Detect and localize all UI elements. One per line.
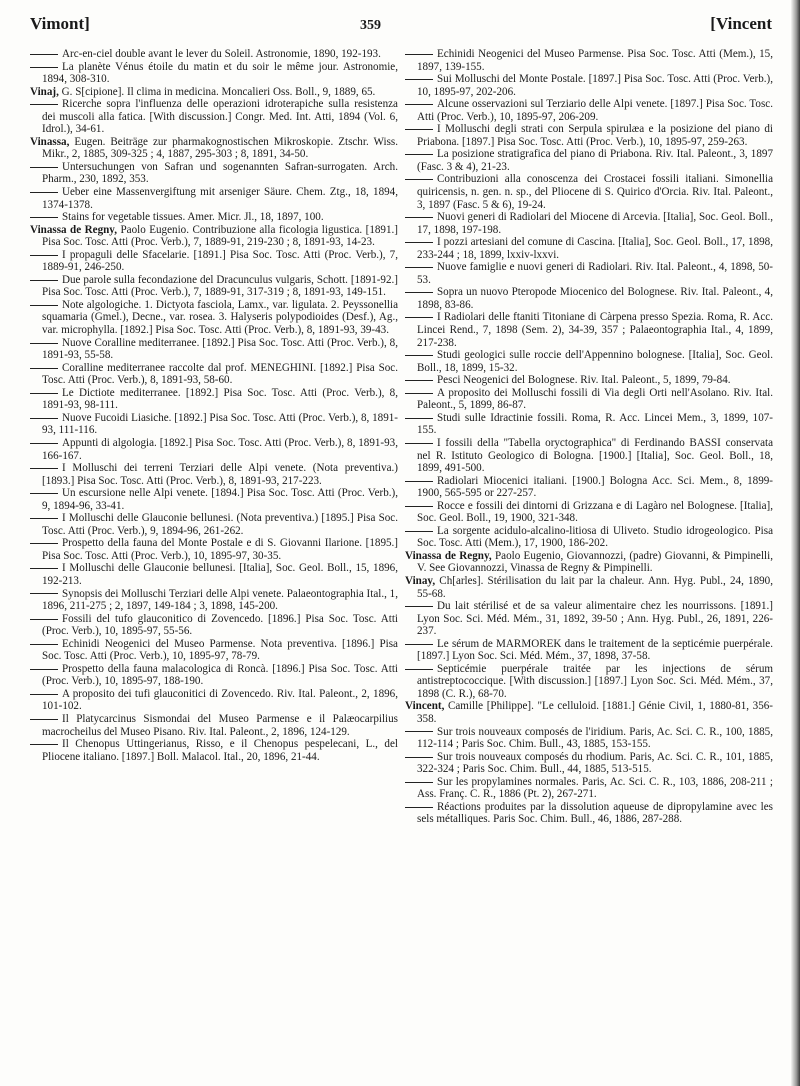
repeat-author-dash [30,343,58,344]
repeat-author-dash [30,305,58,306]
entry-text: Il Platycarcinus Sismondai del Museo Parmense e il Palæocarpilius macrocheilus del Museo Pisano. Riv. Ital. Paleont., 2, 1896, 124-129. [42,712,398,738]
repeat-author-dash [30,167,58,168]
bibliography-entry [405,600,773,638]
entry-text: Le Dictiote mediterranee. [1892.] Pisa Soc. Tosc. Atti (Proc. Verb.), 8, 1891-93, 98-111. [42,386,398,412]
bibliography-entry [405,700,773,725]
header-right-name: [Vincent [710,14,772,33]
entry-text: Fossili del tufo glauconitico di Zovencedo. [1896.] Pisa Soc. Tosc. Atti (Proc. Verb.), 10, 1895-97, 55-56. [42,612,398,638]
bibliography-entry [30,738,398,763]
bibliography-entry [30,161,398,186]
entry-text: I Molluschi degli strati con Serpula spirulæa e la posizione del piano di Priabona. [1897.] Pisa Soc. Tosc. Atti (Proc. Verb.), 10, 1895-97, 259-263. [417,123,773,148]
repeat-author-dash [405,292,433,293]
bibliography-entry [405,500,773,525]
entry-text: La sorgente acidulo-alcalino-litiosa di Uliveto. Studio idrogeologico. Pisa Soc. Tosc. Atti (Mem.), 17, 1900, 186-202. [417,524,773,550]
repeat-author-dash [30,368,58,369]
author-name: Vinassa de Regny, [405,549,492,562]
bibliography-entry [30,274,398,299]
repeat-author-dash [30,393,58,394]
bibliography-entry [30,437,398,462]
bibliography-entry [30,663,398,688]
bibliography-entry [405,387,773,412]
page-number: 359 [360,18,381,33]
entry-text: Studi sulle Idractinie fossili. Roma, R. Acc. Lincei Mem., 3, 1899, 107-155. [417,411,773,437]
entry-text: Untersuchungen von Safran und sogenannten Safran-surrogaten. Arch. Pharm., 230, 1892, 353. [42,160,398,186]
entry-text: G. S[cipione]. Il clima in medicina. Moncalieri Oss. Boll., 9, 1889, 65. [61,85,376,98]
entry-text: Il Chenopus Uttingerianus, Risso, e il Chenopus pespelecani, L., del Pliocene italiano. [1897.] Boll. Malacol. Ital., 20, 1896, 21-44. [42,738,398,763]
entry-text: Ueber eine Massenvergiftung mit arseniger Säure. Chem. Ztg., 18, 1894, 1374-1378. [42,186,398,211]
bibliography-entry [30,211,398,224]
entry-text: Ricerche sopra l'influenza delle operazioni idroterapiche sulla resistenza dei muscoli alla fatica. [With discussion.] Congr. Med. Int. Atti, 1894 (Vol. 6, Idrol.), 34-61. [42,98,398,136]
bibliography-entry [30,98,398,136]
author-name: Vinay, [405,574,436,587]
entry-text: Alcune osservazioni sul Terziario delle Alpi venete. [1897.] Pisa Soc. Tosc. Atti (Proc. Verb.), 10, 1895-97, 206-209. [417,98,773,123]
bibliography-entry [405,173,773,211]
bibliography-entry [405,236,773,261]
bibliography-entry [405,211,773,236]
repeat-author-dash [30,493,58,494]
entry-text: Echinidi Neogenici del Museo Parmense. Pisa Soc. Tosc. Atti (Mem.), 15, 1897, 139-155. [417,48,773,73]
author-name: Vinassa, [30,135,70,148]
repeat-author-dash [405,531,433,532]
repeat-author-dash [30,619,58,620]
repeat-author-dash [405,506,433,507]
bibliography-entry [405,73,773,98]
entry-text: I Molluschi dei terreni Terziari delle Alpi venete. (Nota preventiva.) [1893.] Pisa Soc. Tosc. Atti (Proc. Verb.), 8, 1891-93, 217-223. [42,462,398,487]
bibliography-entry [30,337,398,362]
bibliography-entry [405,575,773,600]
entry-text: Réactions produites par la dissolution aqueuse de dipropylamine avec les sels métalliques. Paris Soc. Chim. Bull., 46, 1886, 287-288. [417,800,773,826]
entry-text: I fossili della "Tabella oryctographica" di Ferdinando BASSI conservata nel R. Istituto Geologico di Bologna. [1900.] [Italia], Soc. Geol. Boll., 18, 1899, 491-500. [417,436,773,475]
repeat-author-dash [405,481,433,482]
left-column [30,48,398,763]
entry-text: Nuove famiglie e nuovi generi di Radiolari. Riv. Ital. Paleont., 4, 1898, 50-53. [417,261,773,286]
repeat-author-dash [405,267,433,268]
repeat-author-dash [405,606,433,607]
entry-text: Nuove Fucoidi Liasiche. [1892.] Pisa Soc. Tosc. Atti (Proc. Verb.), 8, 1891-93, 111-116. [42,411,398,437]
bibliography-entry [30,186,398,211]
repeat-author-dash [405,217,433,218]
entry-text: Pesci Neogenici del Bolognese. Riv. Ital. Paleont., 5, 1899, 79-84. [437,374,731,387]
entry-text: Paolo Eugenio. Contribuzione alla ficologia ligustica. [1891.] Pisa Soc. Tosc. Atti (Proc. Verb.), 7, 1889-91, 219-230 ; 8, 1891-93, 14-23. [42,223,398,249]
bibliography-entry [405,374,773,387]
repeat-author-dash [405,54,433,55]
bibliography-entry [405,475,773,500]
repeat-author-dash [405,179,433,180]
header-left-name: Vimont] [30,14,90,33]
repeat-author-dash [30,280,58,281]
bibliography-entry [30,487,398,512]
entry-text: Prospetto della fauna malacologica di Roncà. [1896.] Pisa Soc. Tosc. Atti (Proc. Verb.), 10, 1895-97, 188-190. [42,662,398,688]
repeat-author-dash [405,380,433,381]
repeat-author-dash [30,669,58,670]
repeat-author-dash [30,192,58,193]
entry-text: Paolo Eugenio, Giovannozzi, (padre) Giovanni, & Pimpinelli, V. See Giovannozzi, Vinassa de Regny & Pimpinelli. [417,549,773,575]
repeat-author-dash [405,443,433,444]
repeat-author-dash [30,593,58,594]
author-name: Vincent, [405,700,445,713]
entry-text: Ch[arles]. Stérilisation du lait par la chaleur. Ann. Hyg. Publ., 24, 1890, 55-68. [417,574,774,600]
bibliography-entry [405,726,773,751]
entry-text: Contribuzioni alla conoscenza dei Crostacei fossili italiani. Simonellia quiricensis, n. gen. n. sp., del Pliocene di S. Quirico d'Orcia. Riv. Ital. Paleont., 3, 1897 (Fasc. 5 & 6), 19-24. [417,173,773,211]
entry-text: Note algologiche. 1. Dictyota fasciola, Lamx., var. ligulata. 2. Peyssonellia squamaria (Gmel.), Decne., var. rosea. 3. Halyseris polypodioides (Desf.), Ag., var. microphylla. [1892.] Pisa Soc. Tosc. Atti (Proc. Verb.), 8, 1891-93, 39-43. [42,298,398,337]
repeat-author-dash [30,418,58,419]
entry-text: Echinidi Neogenici del Museo Parmense. Nota preventiva. [1896.] Pisa Soc. Tosc. Atti (Proc. Verb.), 10, 1895-97, 78-79. [42,637,398,663]
repeat-author-dash [405,644,433,645]
bibliography-entry [30,462,398,487]
repeat-author-dash [30,443,58,444]
author-name: Vinaj, [30,85,59,98]
bibliography-entry [405,412,773,437]
bibliography-entry [405,776,773,801]
bibliography-entry [30,136,398,161]
entry-text: Nuove Coralline mediterranee. [1892.] Pisa Soc. Tosc. Atti (Proc. Verb.), 8, 1891-93, 55-58. [42,336,398,362]
entry-text: I Molluschi delle Glauconie bellunesi. [Italia], Soc. Geol. Boll., 15, 1896, 192-213. [42,562,398,587]
entry-text: Sur les propylamines normales. Paris, Ac. Sci. C. R., 103, 1886, 208-211 ; Ass. Franç. C. R., 1886 (Pt. 2), 267-271. [417,775,773,801]
repeat-author-dash [405,782,433,783]
repeat-author-dash [405,317,433,318]
repeat-author-dash [405,731,433,732]
bibliography-entry [405,550,773,575]
entry-text: La posizione stratigrafica del piano di Priabona. Riv. Ital. Paleont., 3, 1897 (Fasc. 3 & 4), 21-23. [417,148,773,173]
repeat-author-dash [30,67,58,68]
bibliography-entry [405,349,773,374]
repeat-author-dash [30,568,58,569]
entry-text: Prospetto della fauna del Monte Postale e di S. Giovanni Ilarione. [1895.] Pisa Soc. Tosc. Atti (Proc. Verb.), 10, 1895-97, 30-35. [42,537,398,562]
repeat-author-dash [30,255,58,256]
entry-text: I pozzi artesiani del comune di Cascina. [Italia], Soc. Geol. Boll., 17, 1898, 233-244 ; 18, 1899, lxxiv-lxxvi. [417,236,773,261]
repeat-author-dash [405,807,433,808]
entry-text: Sur trois nouveaux composés du rhodium. Paris, Ac. Sci. C. R., 101, 1885, 322-324 ; Paris Soc. Chim. Bull., 44, 1885, 513-515. [417,750,773,776]
entry-text: Sui Molluschi del Monte Postale. [1897.] Pisa Soc. Tosc. Atti (Proc. Verb.), 10, 1895-97, 202-206. [417,73,773,98]
entry-text: Studi geologici sulle roccie dell'Appennino bolognese. [Italia], Soc. Geol. Boll., 18, 1899, 15-32. [417,349,773,374]
bibliography-entry [405,751,773,776]
bibliography-entry [30,249,398,274]
bibliography-entry [405,437,773,475]
bibliography-entry [30,638,398,663]
repeat-author-dash [405,79,433,80]
repeat-author-dash [30,744,58,745]
right-column [405,48,773,826]
repeat-author-dash [30,694,58,695]
entry-text: A proposito dei Molluschi fossili di Via degli Orti nell'Asolano. Riv. Ital. Paleont., 5, 1899, 86-87. [417,386,773,412]
entry-text: Le sérum de MARMOREK dans le traitement de la septicémie puerpérale. [1897.] Lyon Soc. Sci. Méd. Mém., 37, 1898, 37-58. [417,637,773,663]
entry-text: Appunti di algologia. [1892.] Pisa Soc. Tosc. Atti (Proc. Verb.), 8, 1891-93, 166-167. [42,436,398,462]
repeat-author-dash [405,418,433,419]
entry-text: Arc-en-ciel double avant le lever du Soleil. Astronomie, 1890, 192-193. [62,48,381,60]
bibliography-entry [30,613,398,638]
bibliography-entry [30,537,398,562]
page-binding-edge [791,0,800,1086]
repeat-author-dash [30,543,58,544]
entry-text: I Molluschi delle Glauconie bellunesi. (Nota preventiva.) [1895.] Pisa Soc. Tosc. Atti (Proc. Verb.), 9, 1894-96, 261-262. [42,512,398,537]
repeat-author-dash [405,242,433,243]
entry-text: Stains for vegetable tissues. Amer. Micr. Jl., 18, 1897, 100. [62,211,324,224]
bibliography-entry [30,362,398,387]
bibliography-entry [405,311,773,349]
repeat-author-dash [405,129,433,130]
bibliography-entry [30,562,398,587]
bibliography-entry [405,801,773,826]
entry-text: Septicémie puerpérale traitée par les injections de sérum antistreptococcique. [With discussion.] [1897.] Lyon Soc. Sci. Méd. Mém., 37, 1898 (C. R.), 68-70. [417,662,773,700]
bibliography-entry [405,98,773,123]
entry-text: Du lait stérilisé et de sa valeur alimentaire chez les nourrissons. [1891.] Lyon Soc. Sci. Méd. Mém., 31, 1892, 39-50 ; Ann. Hyg. Publ., 26, 1891, 226-237. [417,600,773,638]
repeat-author-dash [405,393,433,394]
entry-text: Sopra un nuovo Pteropode Miocenico del Bolognese. Riv. Ital. Paleont., 4, 1898, 83-86. [417,286,773,311]
repeat-author-dash [405,154,433,155]
running-head [30,12,772,42]
repeat-author-dash [405,104,433,105]
repeat-author-dash [30,217,58,218]
author-name: Vinassa de Regny, [30,223,117,236]
repeat-author-dash [30,54,58,55]
entry-text: Due parole sulla fecondazione del Dracunculus vulgaris, Schott. [1891-92.] Pisa Soc. Tosc. Atti (Proc. Verb.), 7, 1889-91, 317-319 ; 8, 1891-93, 149-151. [42,273,398,299]
repeat-author-dash [30,644,58,645]
bibliography-entry [30,61,398,86]
repeat-author-dash [30,518,58,519]
bibliography-entry [30,412,398,437]
entry-text: Un escursione nelle Alpi venete. [1894.] Pisa Soc. Tosc. Atti (Proc. Verb.), 9, 1894-96, 33-41. [42,487,398,512]
bibliography-entry [405,48,773,73]
repeat-author-dash [405,355,433,356]
repeat-author-dash [30,719,58,720]
bibliography-entry [405,148,773,173]
bibliography-entry [30,86,398,99]
bibliography-entry [405,525,773,550]
bibliography-entry [30,713,398,738]
bibliography-entry [405,663,773,701]
bibliography-entry [30,224,398,249]
bibliography-entry [30,688,398,713]
repeat-author-dash [405,669,433,670]
entry-text: Sur trois nouveaux composés de l'iridium. Paris, Ac. Sci. C. R., 100, 1885, 112-114 ; Paris Soc. Chim. Bull., 43, 1885, 153-155. [417,725,773,751]
repeat-author-dash [30,468,58,469]
bibliography-entry [405,638,773,663]
entry-text: Radiolari Miocenici italiani. [1900.] Bologna Acc. Sci. Mem., 8, 1899-1900, 565-595 or 227-257. [417,474,773,500]
entry-text: A proposito dei tufi glauconitici di Zovencedo. Riv. Ital. Paleont., 2, 1896, 101-102. [42,687,398,713]
bibliography-entry [30,48,398,61]
entry-text: Nuovi generi di Radiolari del Miocene di Arcevia. [Italia], Soc. Geol. Boll., 17, 1898, 197-198. [417,211,773,236]
bibliography-entry [30,299,398,337]
bibliography-entry [405,261,773,286]
entry-text: Synopsis dei Molluschi Terziari delle Alpi venete. Palaeontographia Ital., 1, 1896, 211-275 ; 2, 1897, 149-184 ; 3, 1898, 145-200. [42,587,398,613]
repeat-author-dash [30,104,58,105]
entry-text: Coralline mediterranee raccolte dal prof. MENEGHINI. [1892.] Pisa Soc. Tosc. Atti (Proc. Verb.), 8, 1891-93, 58-60. [42,361,398,387]
bibliography-entry [30,512,398,537]
entry-text: I Radiolari delle ftaniti Titoniane di Càrpena presso Spezia. Roma, R. Acc. Lincei Rend., 7, 1898 (Sem. 2), 34-39, 357 ; Palaeontographia Ital., 4, 1899, 217-238. [417,311,773,349]
bibliography-entry [30,588,398,613]
bibliography-entry [405,123,773,148]
entry-text: Rocce e fossili dei dintorni di Grizzana e di Lagàro nel Bolognese. [Italia], Soc. Geol. Boll., 19, 1900, 321-348. [417,499,773,525]
bibliography-entry [30,387,398,412]
entry-text: Camille [Philippe]. "Le celluloid. [1881.] Génie Civil, 1, 1880-81, 356-358. [417,700,773,725]
bibliography-entry [405,286,773,311]
entry-text: Eugen. Beiträge zur pharmakognostischen Mikroskopie. Ztschr. Wiss. Mikr., 2, 1885, 309-325 ; 4, 1887, 295-303 ; 8, 1891, 34-50. [42,135,398,161]
entry-text: La planète Vénus étoile du matin et du soir le même jour. Astronomie, 1894, 308-310. [42,60,398,86]
repeat-author-dash [405,757,433,758]
entry-text: I propaguli delle Sfacelarie. [1891.] Pisa Soc. Tosc. Atti (Proc. Verb.), 7, 1889-91, 246-250. [42,248,398,274]
